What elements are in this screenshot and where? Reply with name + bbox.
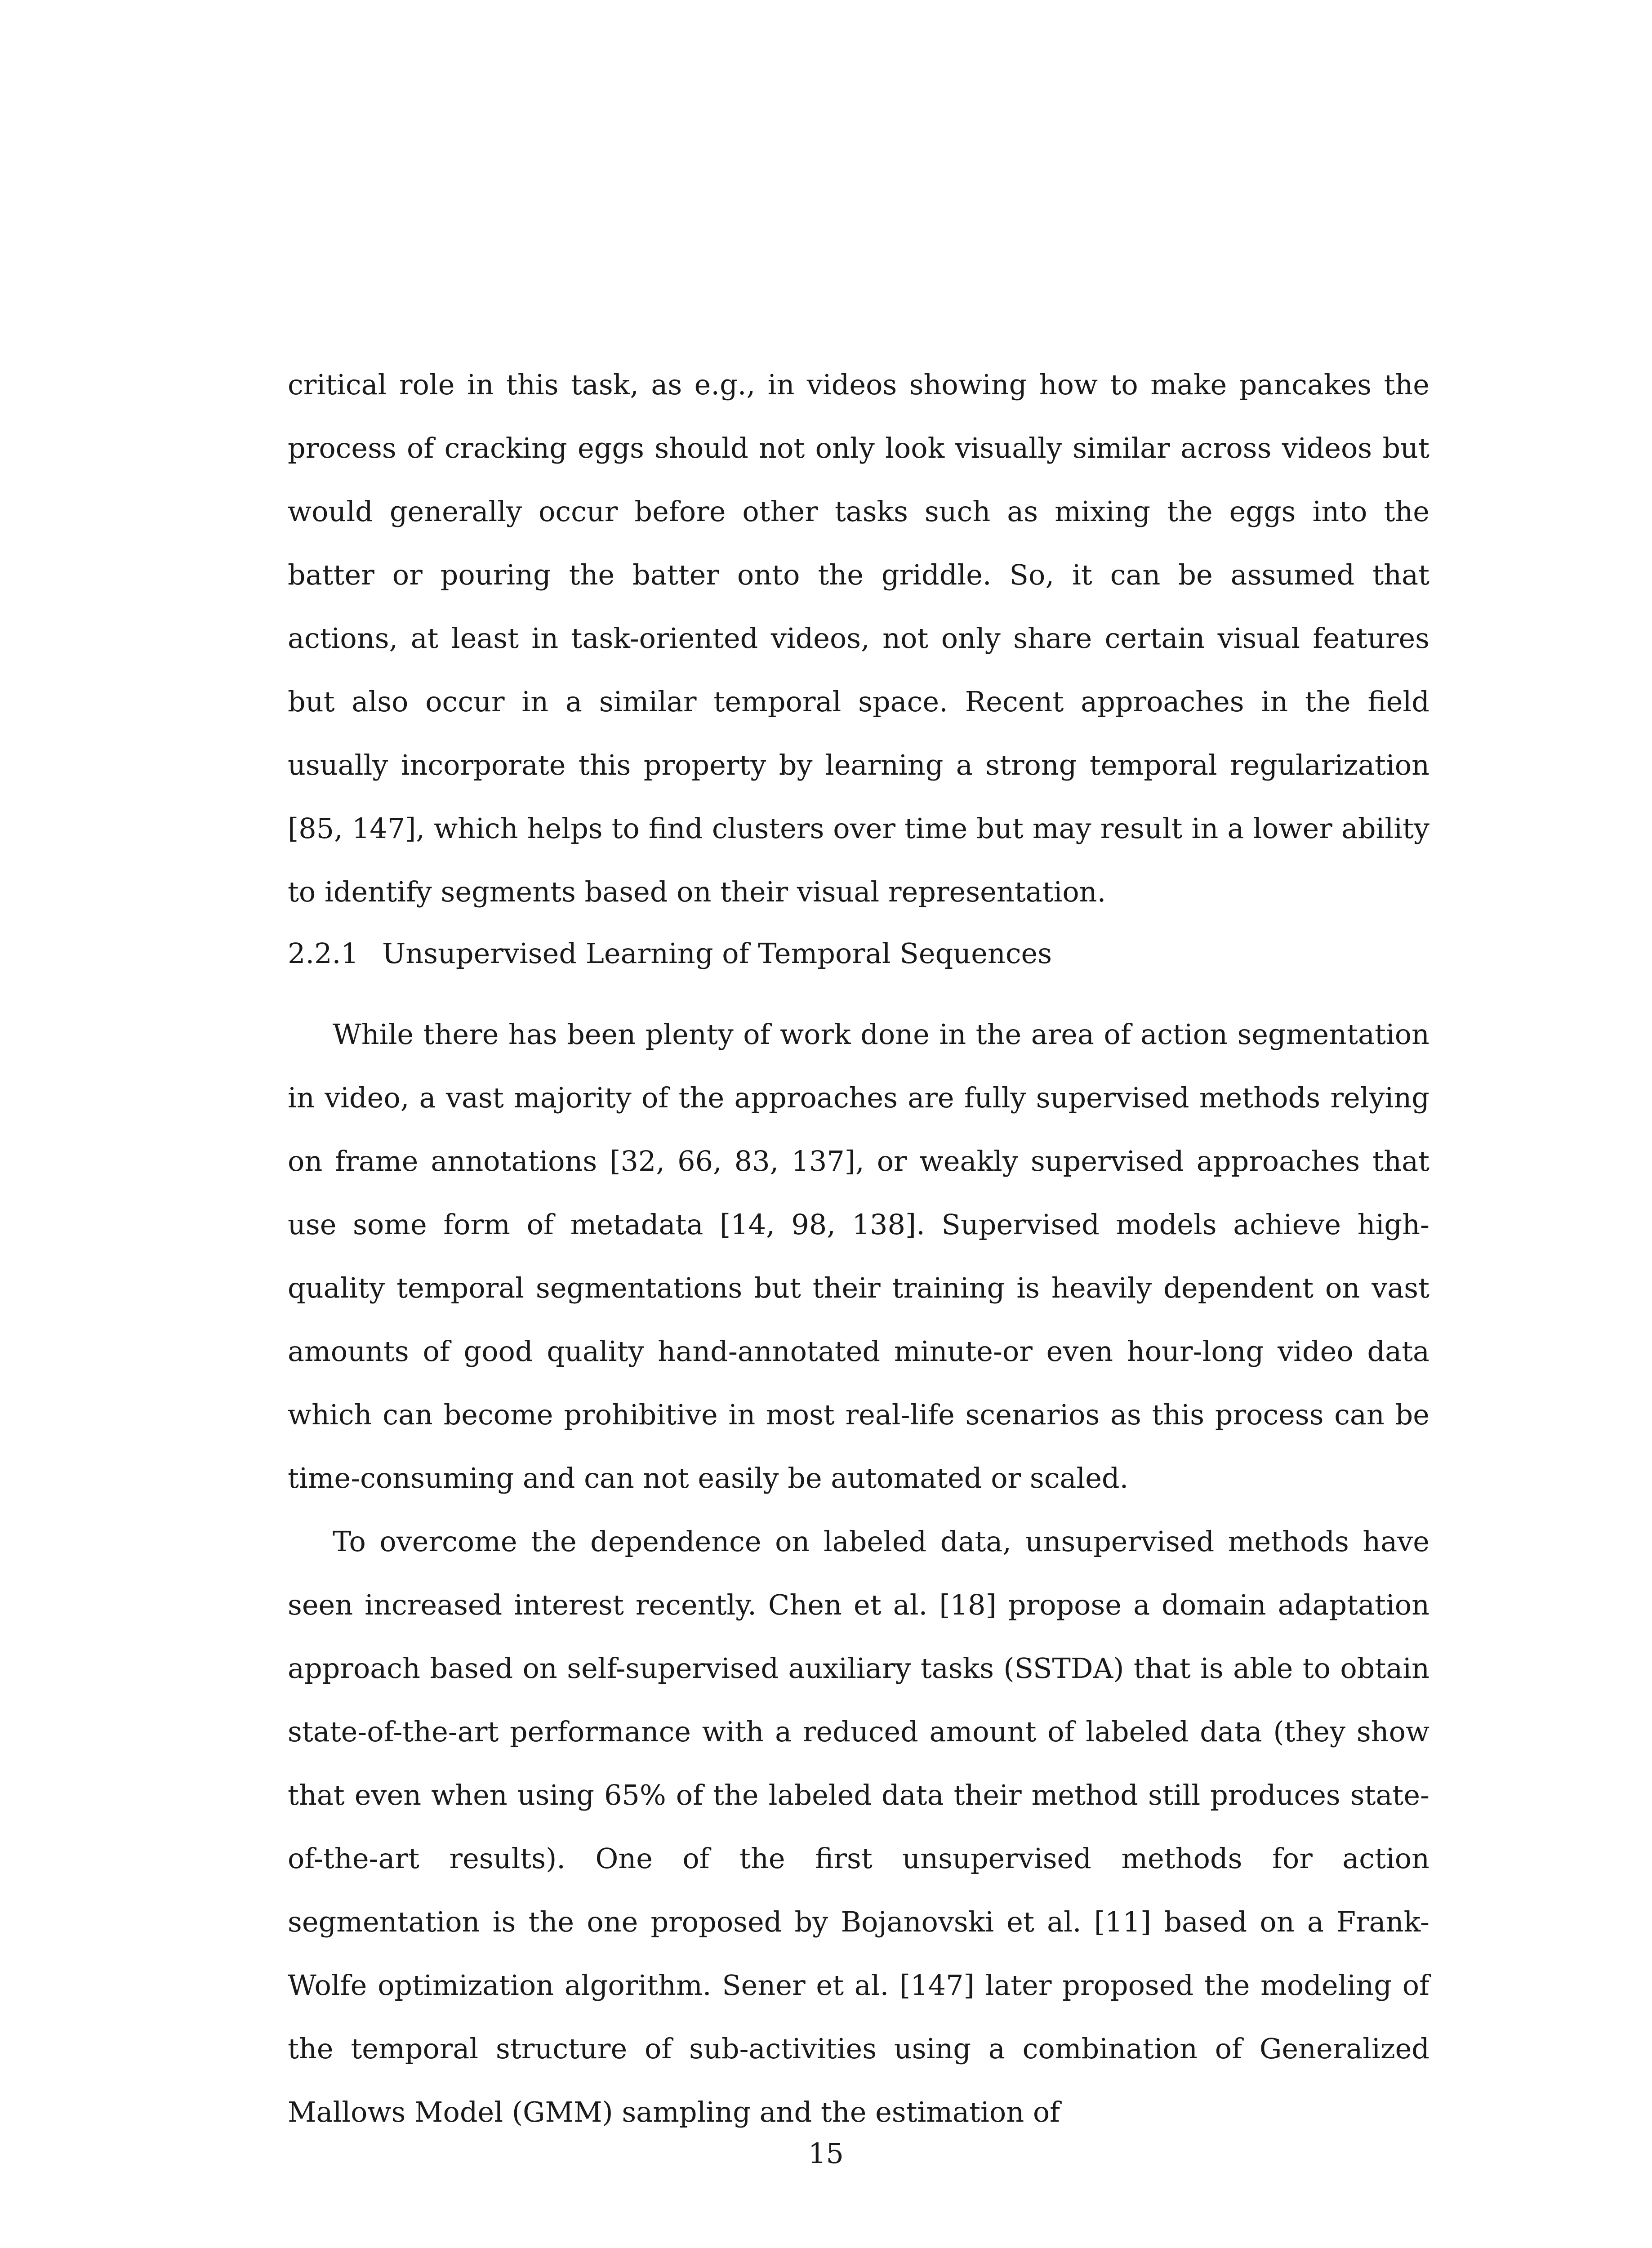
paragraph-continuation: critical role in this task, as e.g., in videos showing how to make pancakes the process of cracking eggs should not only look visually similar across videos but would generally occur before other tasks such as mixing the eggs into the batter or pouring the batter onto the griddle. So, it can be assumed that actions, at least in task-oriented videos, not only share certain visual features but also occur in a similar temporal space. Recent approaches in the field usually incorporate this property by learning a strong temporal regularization [85, 147], which helps to find clusters over time but may result in a lower ability to identify segments based on their visual representation. [288, 368, 1429, 908]
paragraph-supervised-methods: While there has been plenty of work done in the area of action segmentation in video, a vast majority of the approaches are fully supervised methods relying on frame annotations [32, 66, 83, 137], or weakly supervised approaches that use some form of metadata [14, 98, 138]. Supervised models achieve high-quality temporal segmentations but their training is heavily dependent on vast amounts of good quality hand-annotated minute-or even hour-long video data which can become prohibitive in most real-life scenarios as this process can be time-consuming and can not easily be automated or scaled. [288, 1018, 1429, 1494]
page-number: 15 [808, 2137, 844, 2170]
body-text-section [288, 1003, 1429, 2144]
section-heading [288, 931, 1052, 976]
section-title: Unsupervised Learning of Temporal Sequences [382, 937, 1052, 970]
body-text-top [288, 353, 1429, 923]
section-number: 2.2.1 [288, 937, 359, 970]
paragraph-unsupervised-methods: To overcome the dependence on labeled data, unsupervised methods have seen increased interest recently. Chen et al. [18] propose a domain adaptation approach based on self-supervised auxiliary tasks (SSTDA) that is able to obtain state-of-the-art performance with a reduced amount of labeled data (they show that even when using 65% of the labeled data their method still produces state-of-the-art results). One of the first unsupervised methods for action segmentation is the one proposed by Bojanovski et al. [11] based on a Frank-Wolfe optimization algorithm. Sener et al. [147] later proposed the modeling of the temporal structure of sub-activities using a combination of Generalized Mallows Model (GMM) sampling and the estimation of [288, 1525, 1429, 2128]
